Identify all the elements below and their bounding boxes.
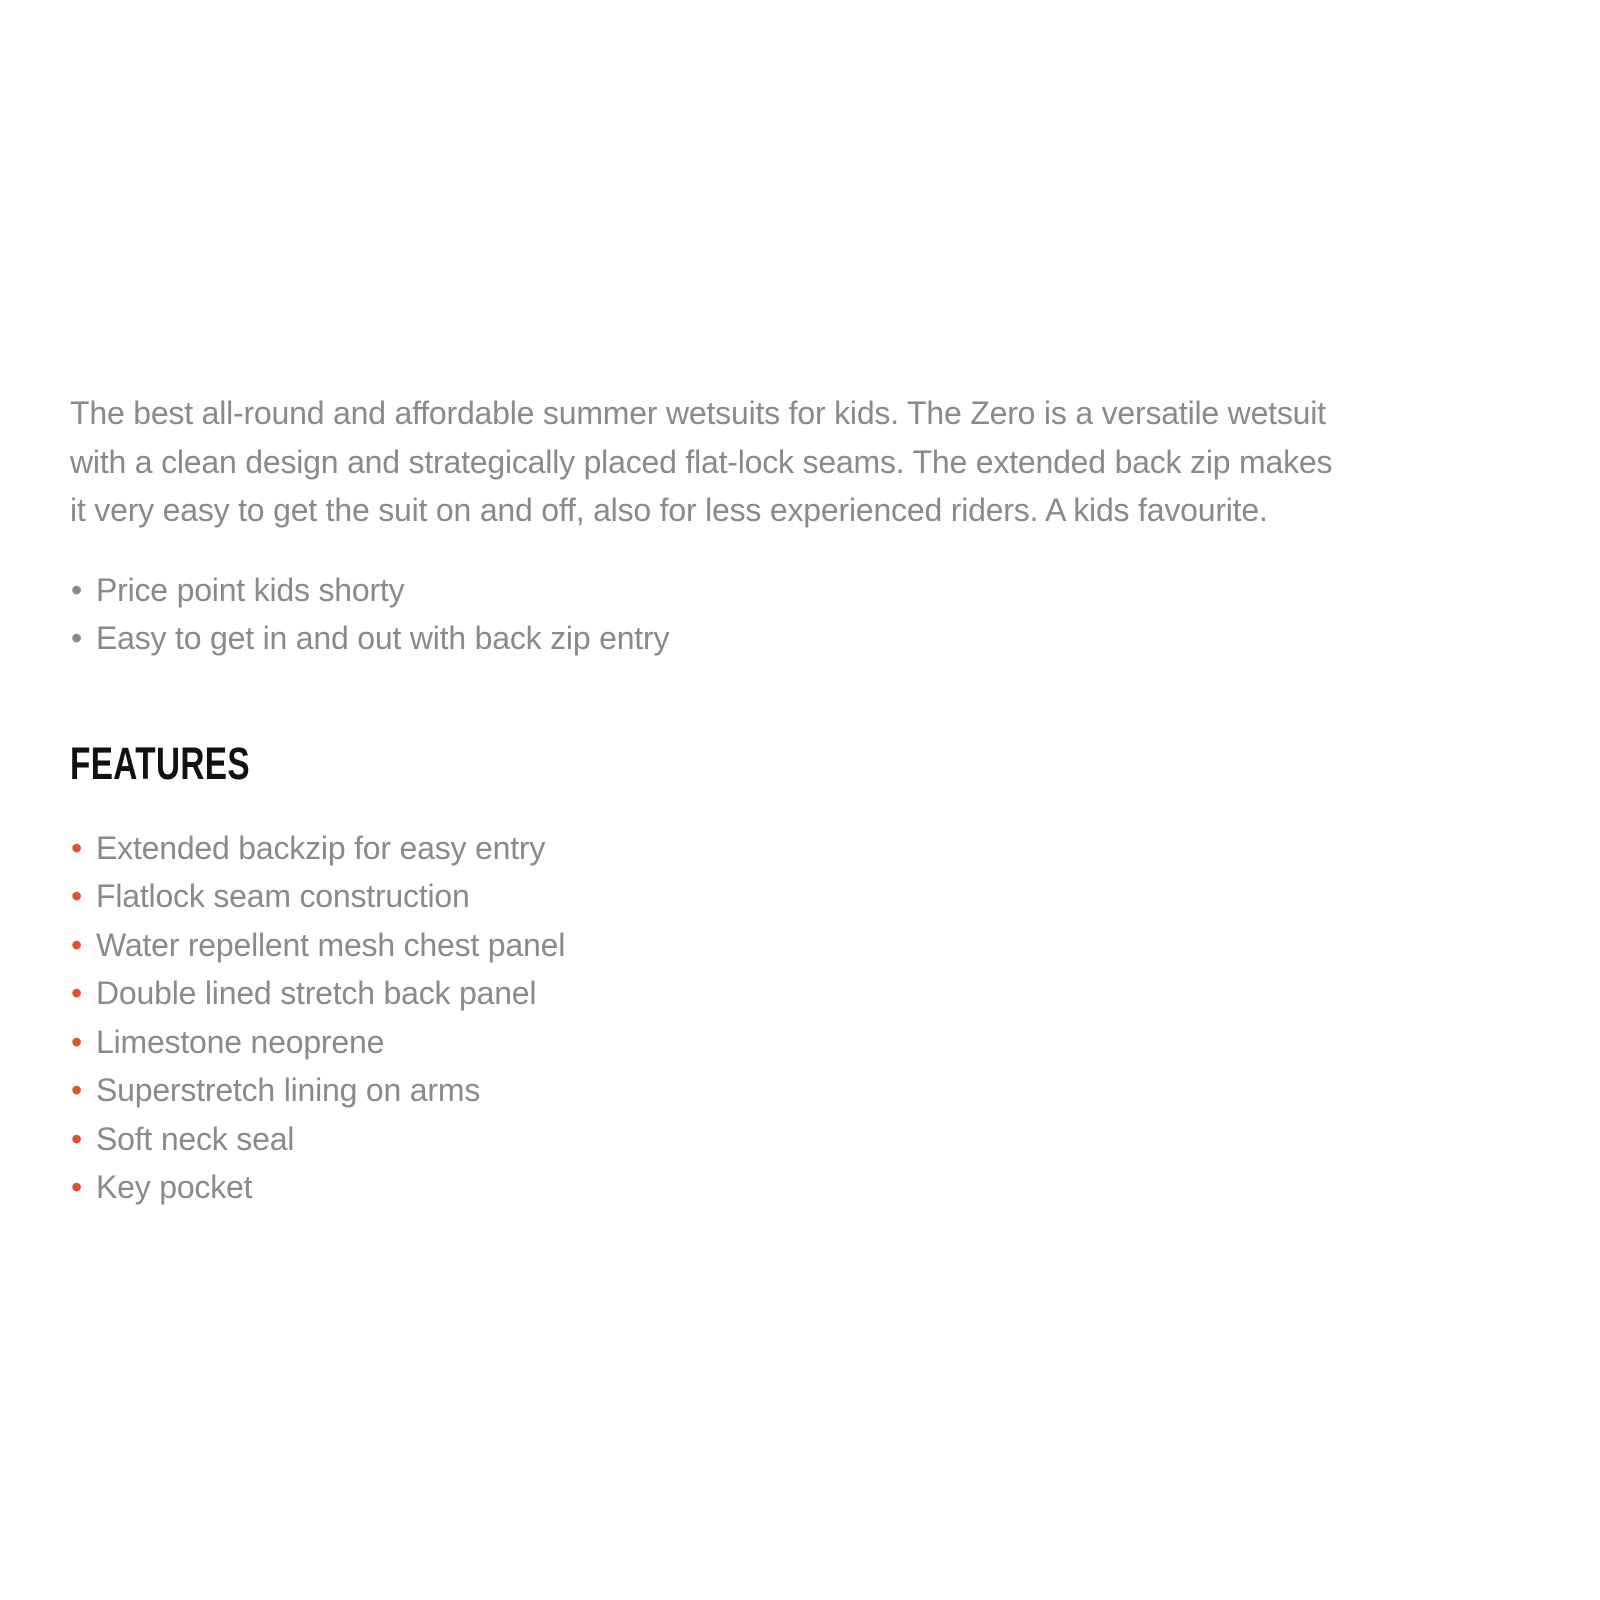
list-item [70, 1163, 1520, 1212]
bullet-icon: • [71, 878, 83, 914]
description-line: it very easy to get the suit on and off, also for less experienced riders. A kids favourite. [70, 492, 1268, 528]
list-item [70, 1066, 1520, 1115]
list-item-label: Water repellent mesh chest panel [96, 926, 566, 963]
bullet-icon: • [71, 620, 83, 656]
list-item-label: Limestone neoprene [96, 1023, 385, 1060]
list-item [70, 614, 1520, 663]
bullet-icon: • [71, 829, 83, 866]
bullet-icon: • [71, 1023, 83, 1060]
product-description-paragraph [70, 389, 1520, 535]
description-line: The best all-round and affordable summer wetsuits for kids. The Zero is a versatile wetsuit [70, 395, 1326, 431]
list-item-label: Extended backzip for easy entry [96, 829, 546, 866]
features-heading: FEATURES [70, 737, 250, 789]
highlights-list [70, 566, 1520, 663]
list-item [70, 1018, 1520, 1067]
list-item-label: Soft neck seal [96, 1120, 295, 1157]
bullet-icon: • [71, 1120, 83, 1157]
list-item-label: Price point kids shorty [96, 571, 405, 608]
list-item-label: Flatlock seam construction [96, 878, 470, 914]
features-list [70, 824, 1520, 1212]
bullet-icon: • [71, 975, 83, 1011]
bullet-icon: • [71, 1169, 83, 1205]
list-item [70, 872, 1520, 921]
list-item-label: Easy to get in and out with back zip entry [96, 620, 670, 656]
list-item [70, 566, 1520, 615]
bullet-icon: • [71, 926, 83, 963]
description-line: with a clean design and strategically placed flat-lock seams. The extended back zip makes [70, 443, 1333, 480]
list-item [70, 1115, 1520, 1164]
list-item [70, 969, 1520, 1018]
list-item [70, 921, 1520, 970]
list-item [70, 824, 1520, 873]
bullet-icon: • [71, 571, 83, 608]
bullet-icon: • [71, 1072, 83, 1108]
list-item-label: Key pocket [96, 1169, 253, 1205]
list-item-label: Double lined stretch back panel [96, 975, 537, 1011]
list-item-label: Superstretch lining on arms [96, 1072, 481, 1108]
